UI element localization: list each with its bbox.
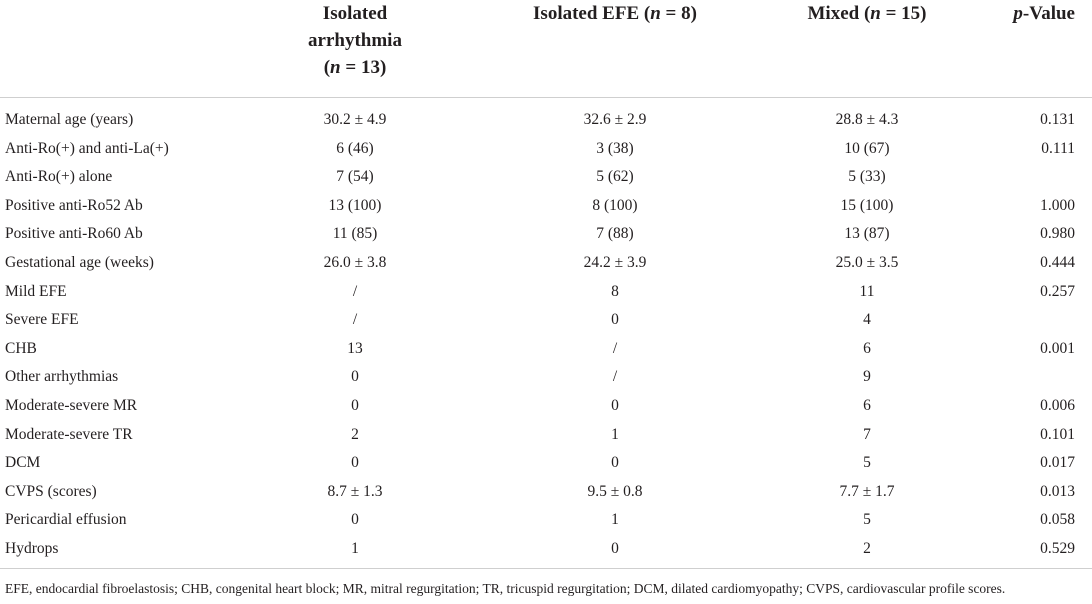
- cell-isolated-efe: 0: [611, 396, 619, 414]
- cell-isolated-arrhythmia: /: [352, 311, 358, 329]
- cell-p-value: 0.006: [1040, 396, 1075, 414]
- cell-p-value: 0.444: [1040, 253, 1075, 271]
- cell-p-value: [974, 363, 1092, 392]
- cell-isolated-arrhythmia: 0: [351, 511, 359, 529]
- table-row: [0, 192, 1092, 221]
- table-row: [0, 506, 1092, 535]
- cell-isolated-efe: 3 (38): [596, 139, 634, 157]
- cell-isolated-arrhythmia: 13 (100): [328, 196, 382, 214]
- cell-mixed: 28.8 ± 4.3: [835, 111, 899, 128]
- header-count: [240, 54, 470, 81]
- cell-p-value: 0.980: [1040, 225, 1075, 243]
- header-isolated-arrhythmia: [240, 0, 470, 97]
- cell-isolated-arrhythmia: 2: [351, 425, 359, 443]
- header-count-open: (: [639, 3, 651, 24]
- cell-isolated-arrhythmia: /: [352, 282, 358, 300]
- row-label: CHB: [5, 339, 37, 357]
- cell-mixed: 6: [863, 396, 871, 414]
- cell-isolated-efe: 24.2 ± 3.9: [583, 253, 647, 271]
- cell-p-value: 0.101: [1040, 425, 1075, 443]
- cell-p-value: 0.013: [1040, 482, 1075, 500]
- table-row: [0, 421, 1092, 450]
- cell-isolated-efe: 5 (62): [596, 168, 634, 186]
- row-label: Moderate-severe MR: [5, 396, 138, 414]
- cell-isolated-efe: 7 (88): [596, 225, 634, 243]
- cell-isolated-efe: /: [612, 368, 618, 386]
- header-mixed: [760, 0, 974, 97]
- table-row: [0, 392, 1092, 421]
- cell-isolated-arrhythmia: 30.2 ± 4.9: [323, 111, 387, 128]
- cell-isolated-arrhythmia: 0: [351, 396, 359, 414]
- header-p-variable: p: [1013, 3, 1023, 24]
- table-footnote: EFE, endocardial fibroelastosis; CHB, congenital heart block; MR, mitral regurgitation; TR, tricuspid regurgitation; DCM, dilated cardiomyopathy; CVPS, cardiovascular profile scores.: [5, 581, 1006, 596]
- header-line: arrhythmia: [308, 30, 402, 51]
- table-header: [0, 0, 1092, 98]
- header-count-value: = 15): [880, 3, 927, 24]
- table-row: [0, 163, 1092, 192]
- cell-p-value: [974, 306, 1092, 335]
- cell-p-value: 0.017: [1040, 454, 1075, 472]
- header-count-variable: n: [870, 3, 881, 24]
- cell-p-value: [974, 163, 1092, 192]
- row-label: Maternal age (years): [5, 111, 134, 128]
- row-label: Severe EFE: [5, 311, 79, 329]
- cell-mixed: 25.0 ± 3.5: [835, 253, 899, 271]
- cell-mixed: 6: [863, 339, 871, 357]
- cell-isolated-arrhythmia: 1: [351, 539, 359, 557]
- row-label: Positive anti-Ro52 Ab: [5, 196, 143, 214]
- cell-isolated-efe: 0: [611, 454, 619, 472]
- row-label: Pericardial effusion: [5, 511, 127, 529]
- cell-isolated-efe: 1: [611, 511, 619, 529]
- table-row: [0, 335, 1092, 364]
- cell-isolated-arrhythmia: 13: [347, 339, 363, 357]
- table-row: [0, 363, 1092, 392]
- header-isolated-efe: [470, 0, 760, 97]
- cell-isolated-arrhythmia: 11 (85): [332, 225, 378, 243]
- cell-p-value: 0.111: [1041, 139, 1075, 157]
- cell-isolated-efe: 9.5 ± 0.8: [587, 482, 643, 500]
- cell-mixed: 4: [863, 311, 871, 329]
- cell-mixed: 5: [863, 454, 871, 472]
- table-row: [0, 220, 1092, 249]
- table-row: [0, 306, 1092, 335]
- cell-isolated-arrhythmia: 26.0 ± 3.8: [323, 253, 387, 271]
- cell-p-value: 0.529: [1040, 539, 1075, 557]
- row-label: DCM: [5, 454, 41, 472]
- table-row: [0, 278, 1092, 307]
- row-label: Anti-Ro(+) alone: [5, 168, 113, 186]
- cell-isolated-arrhythmia: 7 (54): [336, 168, 374, 186]
- cell-p-value: 0.131: [1040, 111, 1075, 128]
- cell-isolated-arrhythmia: 0: [351, 454, 359, 472]
- cell-isolated-efe: 32.6 ± 2.9: [583, 111, 647, 128]
- row-label: Hydrops: [5, 539, 59, 557]
- cell-mixed: 5: [863, 511, 871, 529]
- row-label: Gestational age (weeks): [5, 253, 154, 271]
- header-title: Isolated EFE: [533, 3, 640, 24]
- row-label: CVPS (scores): [5, 482, 97, 500]
- cell-p-value: 0.257: [1040, 282, 1075, 300]
- cell-mixed: 15 (100): [840, 196, 894, 214]
- cell-mixed: 2: [863, 539, 871, 557]
- header-count-value: = 8): [660, 3, 697, 24]
- header-count-variable: n: [330, 57, 341, 78]
- row-label: Other arrhythmias: [5, 368, 119, 386]
- cell-mixed: 11: [859, 282, 875, 300]
- header-count-open: (: [323, 57, 331, 78]
- row-label: Mild EFE: [5, 282, 67, 300]
- header-count-variable: n: [650, 3, 661, 24]
- cell-isolated-efe: 8 (100): [592, 196, 638, 214]
- header-title: Mixed: [807, 3, 860, 24]
- table-body: [0, 98, 1092, 569]
- table-row: [0, 535, 1092, 564]
- header-p-value: [974, 0, 1092, 97]
- row-label: Anti-Ro(+) and anti-La(+): [5, 139, 169, 157]
- table-row: [0, 478, 1092, 507]
- row-label: Positive anti-Ro60 Ab: [5, 225, 143, 243]
- cell-mixed: 7: [863, 425, 871, 443]
- header-label-column: [0, 0, 240, 97]
- cell-mixed: 5 (33): [848, 168, 886, 186]
- cell-mixed: 10 (67): [844, 139, 890, 157]
- cell-mixed: 13 (87): [844, 225, 890, 243]
- header-count-value: = 13): [340, 57, 387, 78]
- table-row: [0, 449, 1092, 478]
- cell-isolated-efe: 1: [611, 425, 619, 443]
- cell-isolated-efe: 0: [611, 311, 619, 329]
- header-count-open: (: [859, 3, 871, 24]
- cell-p-value: 0.058: [1040, 511, 1075, 529]
- cell-p-value: 0.001: [1040, 339, 1075, 357]
- cell-isolated-arrhythmia: 6 (46): [336, 139, 374, 157]
- row-label: Moderate-severe TR: [5, 425, 133, 443]
- table-row: [0, 135, 1092, 164]
- cell-isolated-arrhythmia: 0: [351, 368, 359, 386]
- cell-isolated-efe: /: [612, 339, 618, 357]
- cell-isolated-efe: 8: [611, 282, 619, 300]
- cell-isolated-arrhythmia: 8.7 ± 1.3: [327, 482, 383, 500]
- header-line: Isolated: [322, 3, 388, 24]
- cell-mixed: 9: [863, 368, 871, 386]
- table-row: [0, 106, 1092, 135]
- cell-p-value: 1.000: [1040, 196, 1075, 214]
- table-row: [0, 249, 1092, 278]
- header-p-suffix: -Value: [1022, 3, 1075, 24]
- cell-isolated-efe: 0: [611, 539, 619, 557]
- cell-mixed: 7.7 ± 1.7: [839, 482, 895, 500]
